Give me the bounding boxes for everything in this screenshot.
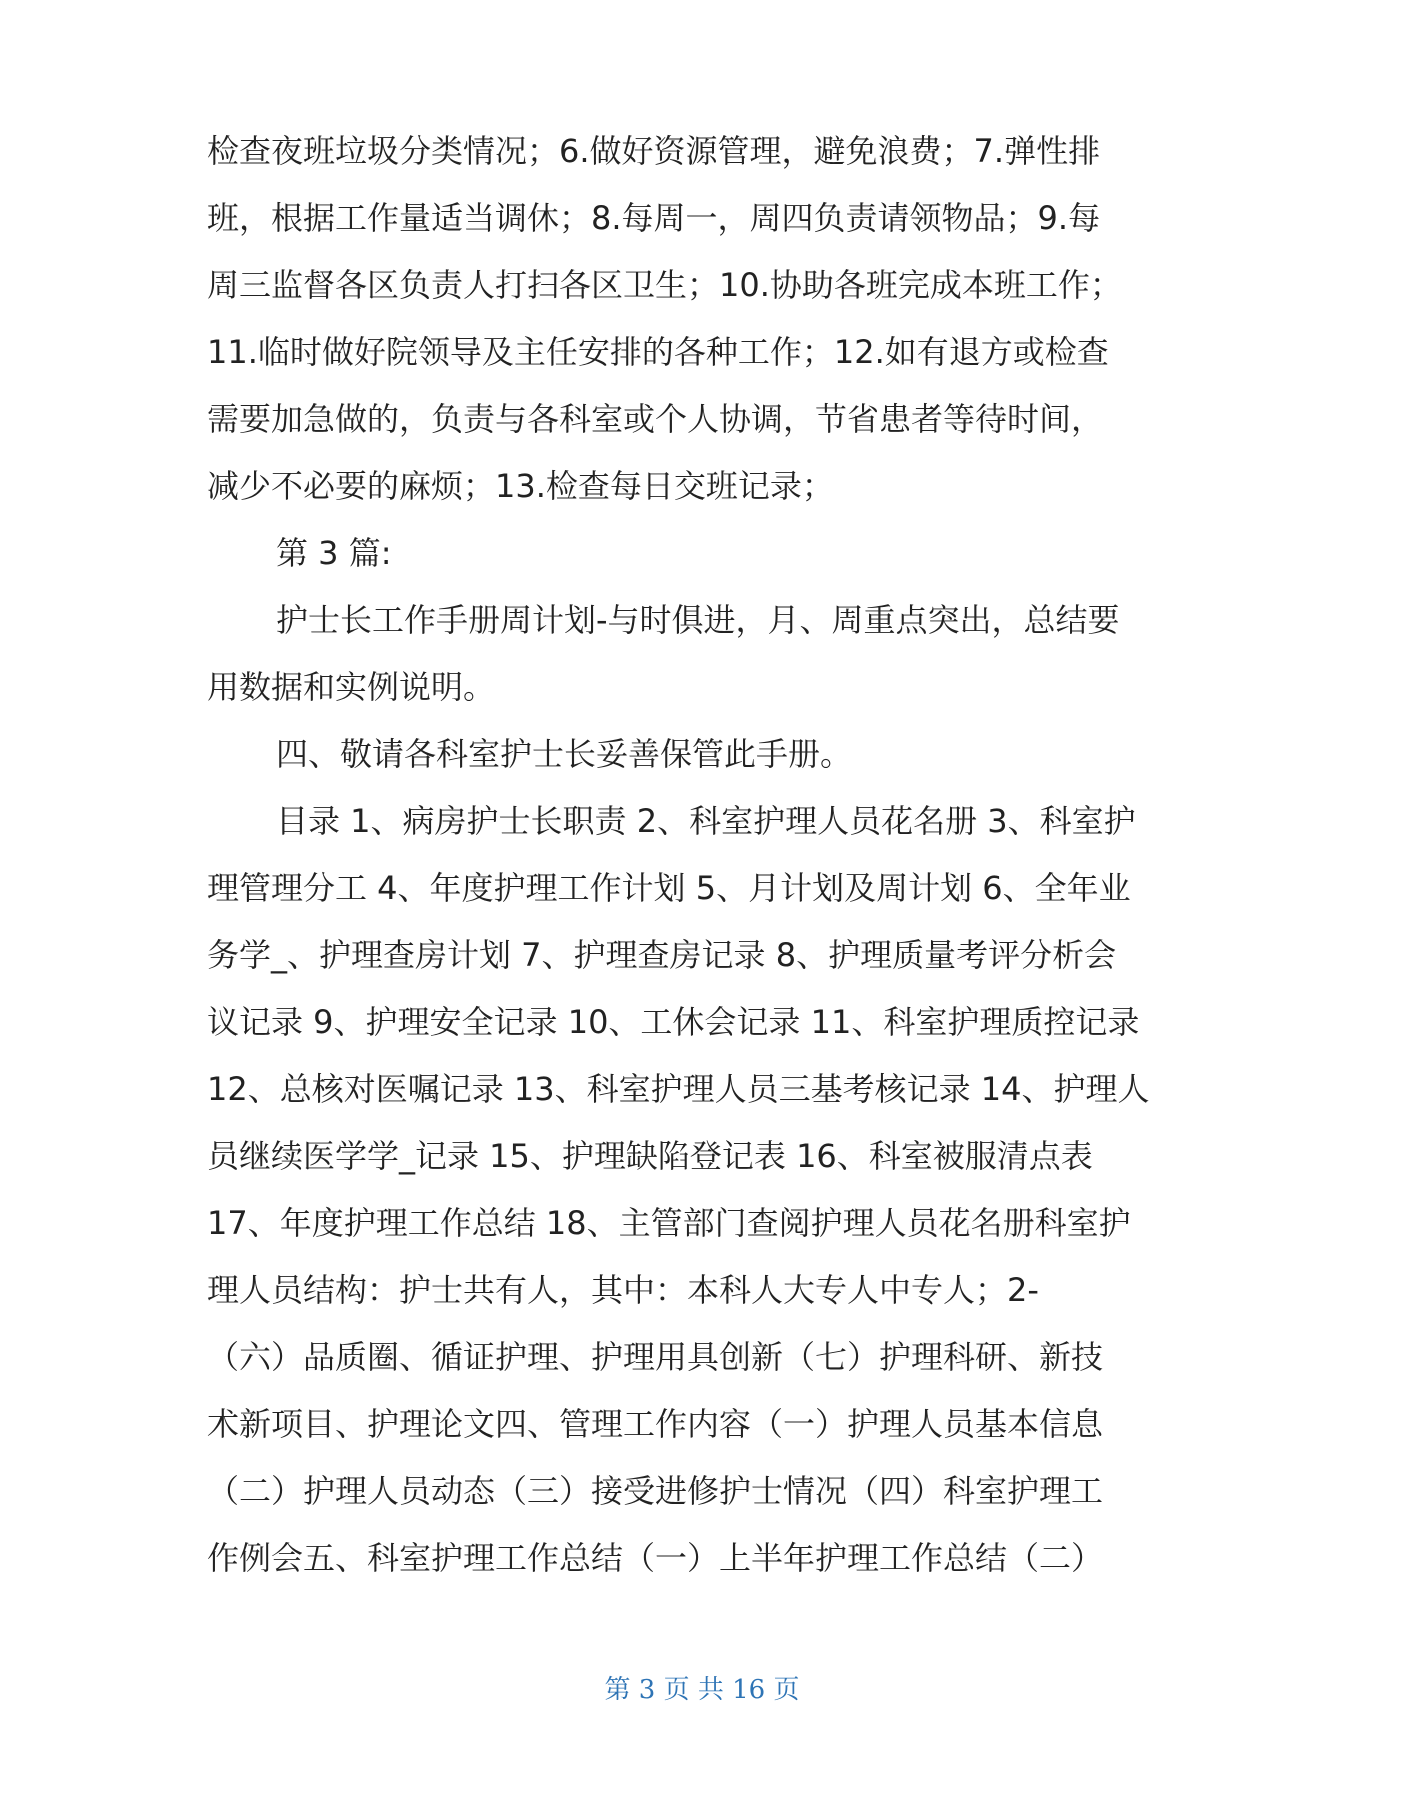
text-line-4: 11.临时做好院领导及主任安排的各种工作；12.如有退方或检查 — [207, 333, 1109, 371]
text-line-14: 议记录 9、护理安全记录 10、工休会记录 11、科室护理质控记录 — [207, 1003, 1140, 1041]
page-number-footer: 第 3 页 共 16 页 — [604, 1675, 800, 1705]
text-line-2: 班，根据工作量适当调休；8.每周一，周四负责请领物品；9.每 — [207, 199, 1101, 237]
text-line-20: 术新项目、护理论文四、管理工作内容（一）护理人员基本信息 — [207, 1405, 1104, 1443]
text-line-3: 周三监督各区负责人打扫各区卫生；10.协助各班完成本班工作； — [207, 266, 1122, 304]
text-line-19: （六）品质圈、循证护理、护理用具创新（七）护理科研、新技 — [207, 1338, 1104, 1376]
text-line-8: 护士长工作手册周计划-与时俱进，月、周重点突出，总结要 — [276, 601, 1120, 639]
text-line-1: 检查夜班垃圾分类情况；6.做好资源管理，避免浪费；7.弹性排 — [207, 132, 1101, 170]
text-line-17: 17、年度护理工作总结 18、主管部门查阅护理人员花名册科室护 — [207, 1204, 1131, 1242]
text-line-13: 务学_、护理查房计划 7、护理查房记录 8、护理质量考评分析会 — [207, 936, 1117, 974]
text-line-12: 理管理分工 4、年度护理工作计划 5、月计划及周计划 6、全年业 — [207, 869, 1131, 907]
text-line-10: 四、敬请各科室护士长妥善保管此手册。 — [276, 735, 853, 773]
text-line-21: （二）护理人员动态（三）接受进修护士情况（四）科室护理工 — [207, 1472, 1104, 1510]
text-line-11: 目录 1、病房护士长职责 2、科室护理人员花名册 3、科室护 — [276, 802, 1136, 840]
text-line-15: 12、总核对医嘱记录 13、科室护理人员三基考核记录 14、护理人 — [207, 1070, 1150, 1108]
text-line-16: 员继续医学学_记录 15、护理缺陷登记表 16、科室被服清点表 — [207, 1137, 1093, 1175]
text-line-9: 用数据和实例说明。 — [207, 668, 496, 706]
text-line-22: 作例会五、科室护理工作总结（一）上半年护理工作总结（二） — [207, 1539, 1104, 1577]
section-heading: 第 3 篇: — [276, 534, 392, 572]
text-line-18: 理人员结构：护士共有人，其中：本科人大专人中专人；2- — [207, 1271, 1039, 1309]
document-body — [207, 118, 1207, 1592]
text-line-5: 需要加急做的，负责与各科室或个人协调，节省患者等待时间， — [207, 400, 1104, 438]
text-line-6: 减少不必要的麻烦；13.检查每日交班记录； — [207, 467, 834, 505]
